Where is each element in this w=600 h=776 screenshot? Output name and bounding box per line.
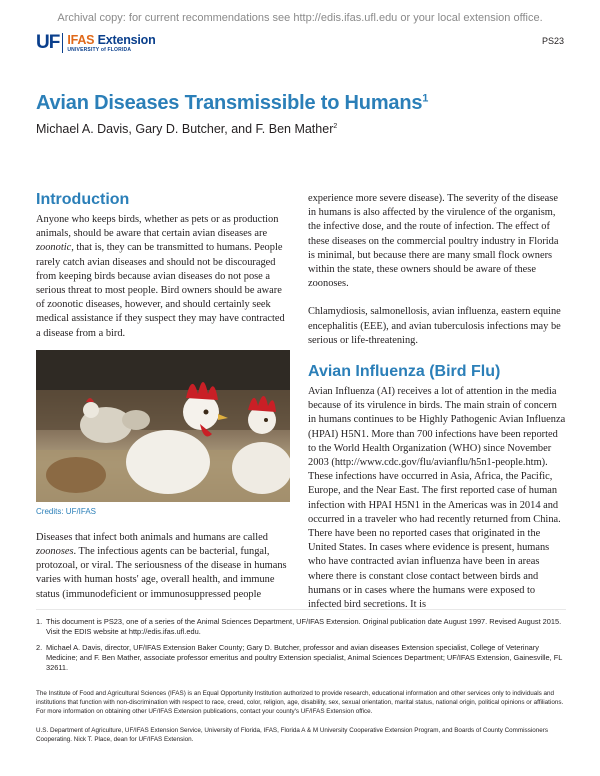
footnote-rule [36, 609, 566, 610]
left-column [36, 190, 290, 602]
uf-ifas-logo[interactable] [36, 33, 156, 53]
footnote-number: 2. [36, 643, 43, 652]
avian-influenza-paragraph: Avian Influenza (AI) receives a lot of attention in the media because of its virulence in birds. The main strain of concern in humans continues to be Highly Pathogenic Avian Influenza (HPAI) H5N1. More than 700 infections have been reported to the World Health Organization (WHO) since November 2003 (http://www.cdc.gov/flu/avianflu/h5n1-people.htm). These infections have occurred in Asia, Africa, the Pacific, Europe, and the Near East. The first reported case of human infection with HPAI H5N1 in the Americas was in 2014 and occurred in a traveler who had recently returned from China. There have been no reported cases that originated in the United States. In cases where evidence is present, humans who have contracted avian influenza have been in areas where there is constant close contact between birds and humans or in cases where the humans were exposed to infected bird secretions. It is [308, 386, 566, 611]
logo-uf: UF [36, 32, 60, 53]
document-title: Avian Diseases Transmissible to Humans$^1$ [36, 92, 429, 114]
intro-paragraph-1: Anyone who keeps birds, whether as pets or as production animals, should be aware that certain avian diseases are zoonotic, that is, they can be transmitted to humans. People rarely catch avian diseases and should not be discouraged from keeping birds because avian diseases do not pose a serious threat to most people. Bird owners should be aware of zoonotic diseases, however, and should certainly seek medical assistance if they suspect they may have contracted a disease from a bird. [36, 214, 285, 339]
right-column [308, 192, 566, 612]
usda-cooperation-statement: U.S. Department of Agriculture, UF/IFAS Extension Service, University of Florida, IFAS, Florida A & M University Cooperative Extension Program, and Boards of County Commissioners Cooperating. Nick T. Place, dean for UF/IFAS Extension. [36, 727, 548, 743]
footnote-number: 1. [36, 617, 43, 626]
right-paragraph-1: experience more severe disease). The severity of the disease in humans is also affected by the virulence of the organism, the infective dose, and the route of infection. The effect of these diseases on the commercial poultry industry in Florida is minimal, but because there are many small flock owners within the state, these owners should be aware of these zoonoses. [308, 193, 559, 290]
logo-text [67, 34, 155, 53]
publication-id: PS23 [541, 36, 564, 46]
logo-divider [62, 33, 63, 53]
footnote-2 [36, 643, 566, 673]
footnotes [36, 617, 566, 679]
logo-ifas-extension: IFAS Extension [67, 32, 156, 47]
authors-line: Michael A. Davis, Gary D. Butcher, and F. Ben Mather$^2$ [36, 122, 338, 136]
edis-link[interactable]: http://edis.ifas.ufl.edu [128, 627, 199, 636]
chickens-photo [36, 350, 290, 502]
title-footnote-ref[interactable]: 1 [422, 92, 429, 105]
logo-university: UNIVERSITY of FLORIDA [67, 46, 132, 53]
right-paragraph-2: Chlamydiosis, salmonellosis, avian influenza, eastern equine encephalitis (EEE), and avian tuberculosis infections may be serious or life-threatening. [308, 306, 561, 346]
footnote-1 [36, 617, 566, 637]
heading-avian-influenza: Avian Influenza (Bird Flu) [308, 363, 501, 381]
equal-opportunity-statement: The Institute of Food and Agricultural Sciences (IFAS) is an Equal Opportunity Institution authorized to provide research, educational information and other services only to individuals and institutions that function with non-discrimination with respect to race, creed, color, religion, age, disability, sex, sexual orientation, marital status, national origin, political opinions or affiliations. For more information on obtaining other UF/IFAS Extension publications, contact your county's UF/IFAS Extension office. [36, 690, 564, 715]
intro-paragraph-2: Diseases that infect both animals and humans are called zoonoses. The infectious agents can be bacterial, fungal, protozoal, or viral. The seriousness of the disease in humans varies with human hosts' age, overall health, and immune status (immunodeficient or immunosuppressed people [36, 531, 287, 600]
authors-footnote-ref[interactable]: 2 [333, 122, 338, 130]
footnote-text: Michael A. Davis, director, UF/IFAS Extension Baker County; Gary D. Butcher, professor and avian diseases Extension specialist, College of Veterinary Medicine; and F. Ben Mather, associate professor emeritus and poultry Extension specialist, Animal Sciences Department; UF/IFAS Extension, Gainesville, FL 32611. [46, 643, 563, 672]
footnote-text: This document is PS23, one of a series of the Animal Sciences Department, UF/IFAS Extension. Original publication date August 1997. Revised August 2015. Visit the EDIS website at http://edis.ifas.ufl.edu. [46, 617, 562, 636]
archival-notice: Archival copy: for current recommendations see http://edis.ifas.ufl.edu or your local extension office. [57, 12, 543, 24]
heading-introduction: Introduction [36, 191, 130, 208]
photo-credits: Credits: UF/IFAS [36, 506, 97, 516]
chickens-illustration [36, 350, 290, 502]
cdc-h5n1-link[interactable]: http://www.cdc.gov/flu/avianflu/h5n1-people.htm [334, 457, 542, 469]
